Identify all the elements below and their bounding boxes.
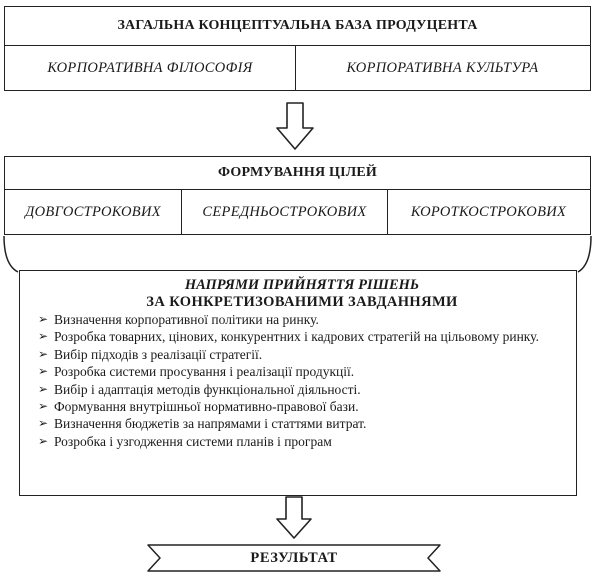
list-item: ➢ Розробка системи просування і реалізації продукції. [38, 363, 566, 380]
right-curve-connector [578, 236, 591, 272]
list-item: ➢ Розробка товарних, цінових, конкурентних і кадрових стратегій на цільовому ринку. [38, 328, 566, 345]
list-item: ➢ Визначення бюджетів за напрямами і статтями витрат. [38, 415, 566, 432]
list-item: ➢ Визначення корпоративної політики на ринку. [38, 311, 566, 328]
arrow-down-icon [277, 103, 313, 149]
goal-short-term-cell: КОРОТКОСТРОКОВИХ [410, 203, 567, 220]
decisions-title-line2: ЗА КОНКРЕТИЗОВАНИМИ ЗАВДАННЯМИ [146, 294, 458, 310]
corporate-philosophy-cell: КОРПОРАТИВНА ФІЛОСОФІЯ [47, 59, 253, 76]
list-item: ➢ Розробка і узгодження системи планів і програм [38, 433, 566, 450]
goal-long-term-cell: ДОВГОСТРОКОВИХ [25, 203, 161, 220]
list-item: ➢ Формування внутрішньої нормативно-правової бази. [38, 398, 566, 415]
decisions-title-line1: НАПРЯМИ ПРИЙНЯТТЯ РІШЕНЬ [184, 277, 420, 293]
decisions-box [19, 270, 577, 496]
arrow-down-icon [277, 497, 311, 538]
concept-base-title: ЗАГАЛЬНА КОНЦЕПТУАЛЬНА БАЗА ПРОДУЦЕНТА [117, 18, 478, 33]
decisions-list [38, 311, 566, 450]
list-item: ➢ Вибір і адаптація методів функціональної діяльності. [38, 381, 566, 398]
list-item: ➢ Вибір підходів з реалізації стратегії. [38, 346, 566, 363]
goal-mid-term-cell: СЕРЕДНЬОСТРОКОВИХ [202, 203, 367, 220]
result-label: РЕЗУЛЬТАТ [250, 549, 338, 566]
left-curve-connector [4, 236, 18, 272]
goals-title: ФОРМУВАННЯ ЦІЛЕЙ [217, 165, 377, 180]
corporate-culture-cell: КОРПОРАТИВНА КУЛЬТУРА [346, 59, 539, 76]
